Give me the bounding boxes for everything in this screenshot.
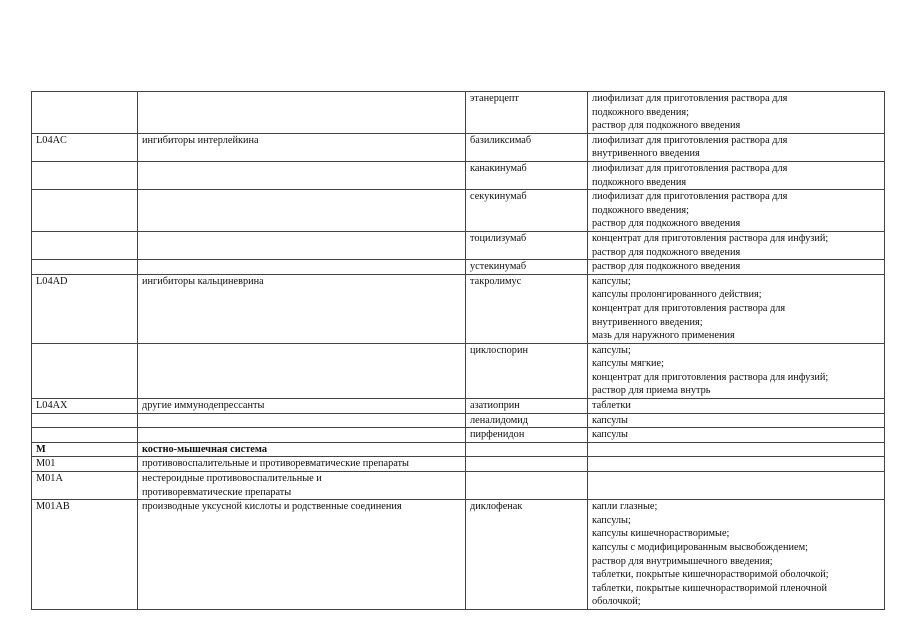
group-name-cell (138, 500, 466, 610)
dosage-forms-cell (588, 472, 885, 500)
group-name-cell (138, 274, 466, 343)
group-name-cell (138, 92, 466, 134)
atc-code-cell (32, 413, 138, 428)
dosage-forms-cell (588, 343, 885, 398)
group-name-line: другие иммунодепрессанты (142, 400, 265, 412)
drug-name: канакинумаб (470, 162, 527, 174)
empty-line (142, 162, 461, 176)
dosage-form-line: подкожного введения; (592, 106, 689, 118)
dosage-forms-cell (588, 399, 885, 414)
atc-code (36, 428, 133, 442)
drug-name-cell (466, 457, 588, 472)
group-name-cell (138, 472, 466, 500)
dosage-form-line: внутривенного введения (592, 148, 700, 160)
atc-code (36, 232, 133, 246)
group-name-line: противовоспалительные и противоревматические препараты (142, 458, 409, 470)
group-name-cell (138, 457, 466, 472)
dosage-form-line: таблетки, покрытые кишечнорастворимой оболочкой; (592, 569, 829, 581)
dosage-form-line: мазь для наружного применения (592, 330, 735, 342)
dosage-form-line: капсулы мягкие; (592, 358, 664, 370)
atc-code-cell (32, 343, 138, 398)
empty-line (592, 457, 880, 471)
dosage-form-line: раствор для внутримышечного введения; (592, 555, 773, 567)
dosage-form-line: лиофилизат для приготовления раствора для (592, 191, 788, 203)
drug-name-cell (466, 428, 588, 443)
dosage-form-line: раствор для приема внутрь (592, 385, 711, 397)
atc-code: M01 (36, 458, 56, 470)
group-name-cell (138, 260, 466, 275)
dosage-form-line: капсулы; (592, 514, 631, 526)
drug-name-cell (466, 190, 588, 232)
drug-name: секукинумаб (470, 191, 527, 203)
group-name-cell (138, 231, 466, 259)
drug-name-cell (466, 274, 588, 343)
atc-code-cell (32, 231, 138, 259)
drug-name: диклофенак (470, 501, 523, 513)
dosage-form-line: капсулы; (592, 344, 631, 356)
group-name-cell (138, 399, 466, 414)
atc-code (36, 162, 133, 176)
atc-code: L04AD (36, 275, 68, 287)
atc-code-cell (32, 428, 138, 443)
atc-code (36, 190, 133, 204)
atc-code-cell (32, 472, 138, 500)
atc-code (36, 414, 133, 428)
atc-code: M (36, 443, 46, 455)
dosage-form-line: раствор для подкожного введения (592, 261, 741, 273)
medication-table (31, 91, 885, 610)
table-row (32, 133, 885, 161)
empty-line (142, 414, 461, 428)
dosage-form-line: подкожного введения; (592, 204, 689, 216)
empty-line (142, 92, 461, 106)
dosage-form-line: капсулы; (592, 275, 631, 287)
empty-line (142, 344, 461, 358)
group-name-cell (138, 343, 466, 398)
drug-name: азатиоприн (470, 400, 520, 412)
dosage-forms-cell (588, 92, 885, 134)
dosage-forms-cell (588, 161, 885, 189)
dosage-form-line: капсулы с модифицированным высвобождением; (592, 542, 808, 553)
table-row (32, 457, 885, 472)
drug-name: базиликсимаб (470, 134, 532, 146)
table-row (32, 500, 885, 610)
dosage-form-line: лиофилизат для приготовления раствора для (592, 134, 788, 146)
dosage-form-line: раствор для подкожного введения (592, 246, 741, 258)
atc-code-cell (32, 500, 138, 610)
drug-name: этанерцепт (470, 93, 519, 104)
dosage-forms-cell (588, 442, 885, 457)
dosage-form-line: концентрат для приготовления раствора для инфузий; (592, 232, 829, 244)
drug-name: пирфенидон (470, 429, 525, 441)
atc-code: L04AX (36, 400, 68, 412)
empty-line (142, 428, 461, 442)
atc-code (36, 344, 133, 358)
drug-name: тоцилизумаб (470, 232, 527, 244)
dosage-form-line: раствор для подкожного введения (592, 218, 741, 230)
atc-code-cell (32, 274, 138, 343)
table-row (32, 260, 885, 275)
atc-code-cell (32, 161, 138, 189)
dosage-form-line: раствор для подкожного введения (592, 120, 741, 132)
dosage-form-line: капсулы пролонгированного действия; (592, 289, 762, 301)
empty-line (592, 443, 880, 457)
table-row (32, 442, 885, 457)
dosage-forms-cell (588, 231, 885, 259)
dosage-forms-cell (588, 133, 885, 161)
group-name-line: нестероидные противовоспалительные и (142, 473, 322, 485)
dosage-form-line: концентрат для приготовления раствора для инфузий; (592, 371, 829, 383)
dosage-form-line: подкожного введения (592, 176, 687, 188)
atc-code-cell (32, 133, 138, 161)
drug-name: такролимус (470, 275, 522, 287)
dosage-form-line: капсулы кишечнорастворимые; (592, 528, 730, 540)
group-name-cell (138, 190, 466, 232)
drug-name: леналидомид (470, 414, 528, 426)
dosage-forms-cell (588, 190, 885, 232)
atc-code-cell (32, 442, 138, 457)
atc-code (36, 92, 133, 106)
atc-code-cell (32, 399, 138, 414)
drug-name (470, 443, 583, 457)
group-name-cell (138, 413, 466, 428)
table-row (32, 399, 885, 414)
drug-name-cell (466, 260, 588, 275)
table-row (32, 472, 885, 500)
group-name-line: противоревматические препараты (142, 486, 292, 498)
atc-code-cell (32, 260, 138, 275)
dosage-form-line: таблетки, покрытые кишечнорастворимой пленочной (592, 582, 828, 594)
table-row (32, 231, 885, 259)
drug-name-cell (466, 231, 588, 259)
dosage-forms-cell (588, 260, 885, 275)
drug-name-cell (466, 399, 588, 414)
drug-name-cell (466, 472, 588, 500)
table-row (32, 428, 885, 443)
table-row (32, 413, 885, 428)
atc-code: M01AB (36, 501, 70, 513)
drug-name-cell (466, 161, 588, 189)
drug-name: устекинумаб (470, 261, 527, 273)
dosage-form-line: лиофилизат для приготовления раствора для (592, 93, 788, 104)
drug-name (470, 472, 583, 486)
drug-name-cell (466, 92, 588, 134)
drug-name-cell (466, 500, 588, 610)
atc-code: L04AC (36, 134, 67, 146)
dosage-form-line: капли глазные; (592, 501, 658, 513)
drug-name-cell (466, 133, 588, 161)
dosage-forms-cell (588, 500, 885, 610)
empty-line (142, 190, 461, 204)
atc-code: M01A (36, 473, 63, 485)
medication-table-body (32, 92, 885, 610)
dosage-form-line: концентрат для приготовления раствора для (592, 302, 786, 314)
drug-name-cell (466, 442, 588, 457)
empty-line (142, 232, 461, 246)
table-row (32, 343, 885, 398)
dosage-form-line: капсулы (592, 414, 628, 426)
table-row (32, 274, 885, 343)
group-name-cell (138, 428, 466, 443)
group-name-cell (138, 133, 466, 161)
group-name-line: ингибиторы кальциневрина (142, 275, 264, 287)
drug-name-cell (466, 343, 588, 398)
empty-line (142, 260, 461, 274)
group-name-line: ингибиторы интерлейкина (142, 134, 259, 146)
group-name-cell (138, 161, 466, 189)
drug-name: циклоспорин (470, 344, 528, 356)
atc-code-cell (32, 190, 138, 232)
dosage-form-line: оболочкой; (592, 596, 641, 608)
atc-code (36, 260, 133, 274)
dosage-form-line: внутривенного введения; (592, 316, 703, 328)
dosage-forms-cell (588, 274, 885, 343)
empty-line (592, 472, 880, 486)
drug-name (470, 457, 583, 471)
drug-name-cell (466, 413, 588, 428)
atc-code-cell (32, 92, 138, 134)
dosage-form-line: лиофилизат для приготовления раствора для (592, 162, 788, 174)
dosage-forms-cell (588, 413, 885, 428)
group-name-line: костно-мышечная система (142, 443, 267, 455)
group-name-cell (138, 442, 466, 457)
dosage-form-line: таблетки (592, 400, 631, 412)
table-row (32, 161, 885, 189)
dosage-form-line: капсулы (592, 429, 628, 441)
dosage-forms-cell (588, 457, 885, 472)
atc-code-cell (32, 457, 138, 472)
dosage-forms-cell (588, 428, 885, 443)
group-name-line: производные уксусной кислоты и родственные соединения (142, 501, 402, 513)
table-row (32, 190, 885, 232)
table-row (32, 92, 885, 134)
